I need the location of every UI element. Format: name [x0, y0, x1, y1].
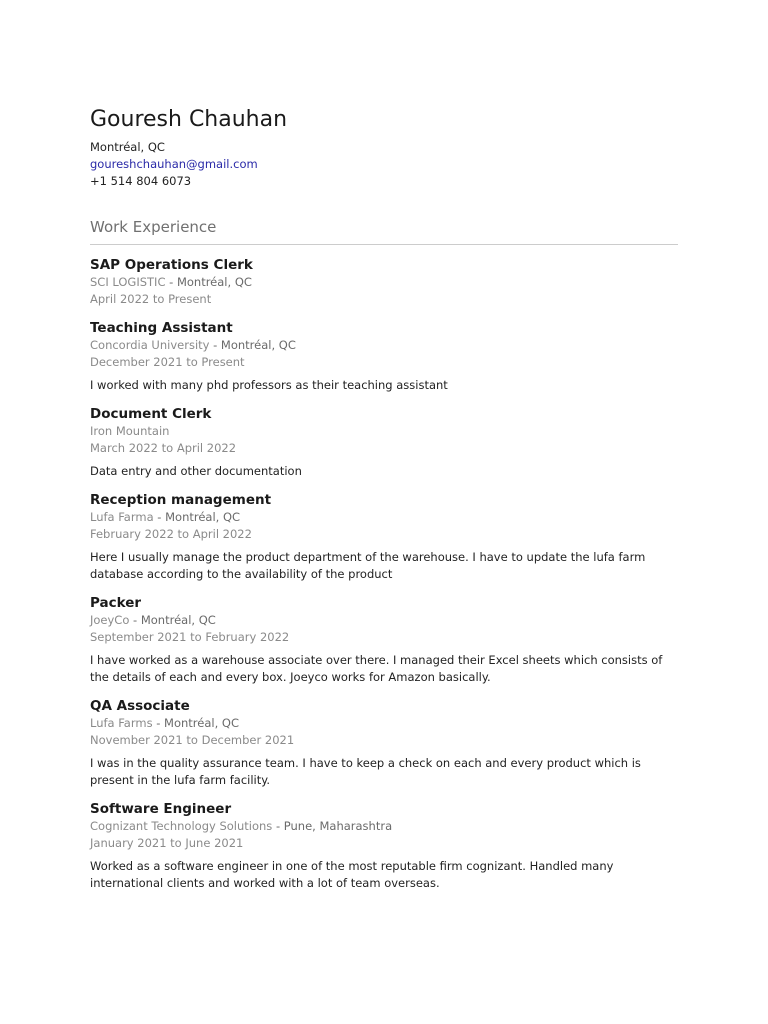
job-location: Montréal, QC — [220, 338, 296, 352]
work-experience-heading: Work Experience — [90, 217, 678, 245]
job-separator: - — [152, 716, 165, 730]
job-title: Document Clerk — [90, 406, 212, 422]
job-description: I was in the quality assurance team. I have to keep a check on each and every product which is present in the lufa farm facility. — [90, 756, 641, 787]
job-entry — [90, 405, 678, 480]
job-description: I have worked as a warehouse associate over there. I managed their Excel sheets which consists of the details of each and every box. Joeyco works for Amazon basically. — [90, 653, 663, 684]
job-location: Montréal, QC — [165, 510, 241, 524]
job-company-line — [90, 274, 678, 291]
work-experience-list — [90, 256, 678, 892]
job-company: Lufa Farms — [90, 716, 153, 730]
job-separator: - — [165, 275, 177, 289]
job-title: Teaching Assistant — [90, 320, 233, 336]
job-title: QA Associate — [90, 698, 190, 714]
job-company-line — [90, 818, 678, 835]
job-title: Reception management — [90, 492, 272, 508]
job-company: Concordia University — [90, 338, 210, 352]
job-description: I worked with many phd professors as their teaching assistant — [90, 378, 448, 392]
job-description: Here I usually manage the product department of the warehouse. I have to update the lufa farm database according to the availability of the product — [90, 550, 646, 581]
job-entry — [90, 697, 678, 789]
job-location: Pune, Maharashtra — [283, 819, 393, 833]
job-company: Cognizant Technology Solutions — [90, 819, 273, 833]
job-location: Montréal, QC — [140, 613, 216, 627]
candidate-phone: +1 514 804 6073 — [90, 174, 192, 188]
job-title: Packer — [90, 595, 142, 611]
job-company: JoeyCo — [90, 613, 130, 627]
job-title: SAP Operations Clerk — [90, 257, 253, 273]
job-location: Montréal, QC — [176, 275, 252, 289]
job-entry — [90, 256, 678, 308]
job-company-line — [90, 715, 678, 732]
job-company-line — [90, 423, 678, 440]
job-company-line — [90, 337, 678, 354]
job-dates: February 2022 to April 2022 — [90, 527, 252, 541]
job-dates: September 2021 to February 2022 — [90, 630, 290, 644]
job-dates: April 2022 to Present — [90, 292, 212, 306]
candidate-email-link[interactable]: goureshchauhan@gmail.com — [90, 157, 258, 171]
job-company-line — [90, 612, 678, 629]
job-description: Worked as a software engineer in one of the most reputable firm cognizant. Handled many international clients and worked with a lot of team overseas. — [90, 859, 614, 890]
candidate-location: Montréal, QC — [90, 140, 165, 154]
job-dates: November 2021 to December 2021 — [90, 733, 295, 747]
job-dates: January 2021 to June 2021 — [90, 836, 244, 850]
job-company: Iron Mountain — [90, 424, 170, 438]
job-title: Software Engineer — [90, 801, 232, 817]
job-separator: - — [209, 338, 221, 352]
job-description: Data entry and other documentation — [90, 464, 302, 478]
job-company-line — [90, 509, 678, 526]
job-company: Lufa Farma — [90, 510, 154, 524]
job-entry — [90, 491, 678, 583]
job-location: Montréal, QC — [164, 716, 239, 730]
job-separator: - — [129, 613, 141, 627]
job-entry — [90, 800, 678, 892]
job-separator: - — [272, 819, 284, 833]
job-company: SCI LOGISTIC — [90, 275, 166, 289]
job-dates: December 2021 to Present — [90, 355, 245, 369]
job-entry — [90, 594, 678, 686]
job-dates: March 2022 to April 2022 — [90, 441, 237, 455]
job-entry — [90, 319, 678, 394]
resume-page — [90, 104, 678, 892]
candidate-name: Gouresh Chauhan — [90, 107, 288, 132]
job-separator: - — [153, 510, 166, 524]
